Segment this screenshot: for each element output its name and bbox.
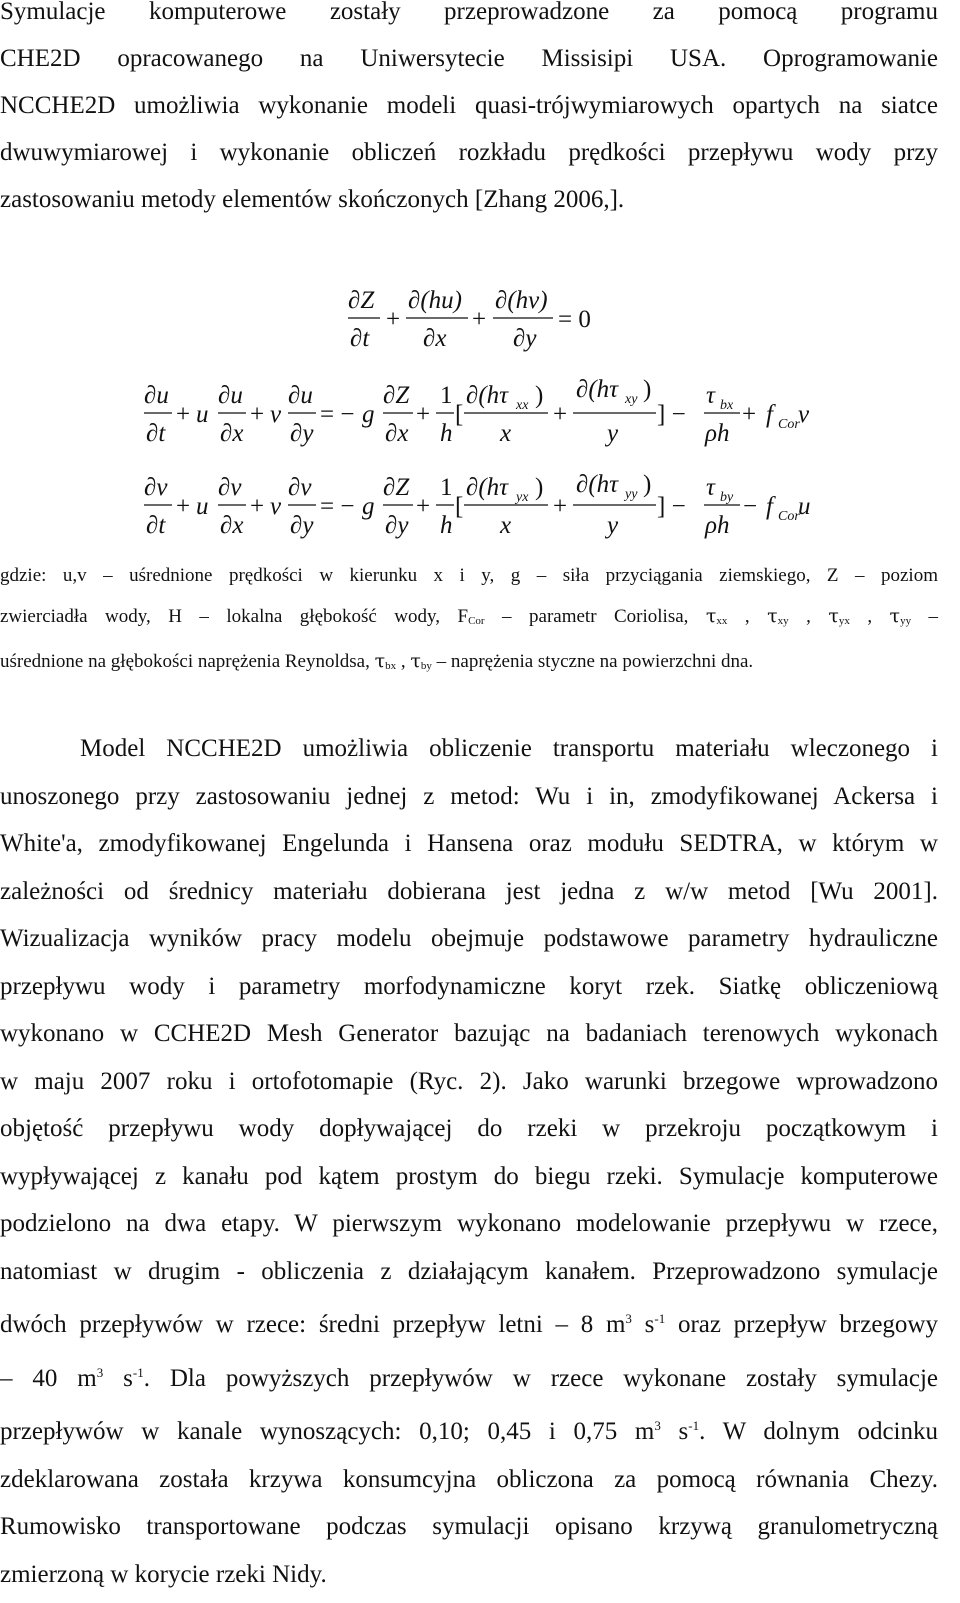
eq3-one: 1: [440, 474, 453, 501]
eq2-lhs-numerator: ∂u: [144, 382, 169, 409]
svg-text:] −: ] −: [657, 401, 686, 428]
eq3-g: g: [362, 493, 375, 520]
svg-text:+: +: [472, 306, 487, 333]
svg-text:[: [: [455, 493, 464, 520]
svg-text:= −: = −: [320, 493, 355, 520]
svg-text:x: x: [500, 420, 512, 447]
text-line: przepływów w kanale wynoszących: 0,10; 0,45 i 0,75 $m^3$ $s^{-1}$. W dolnym odcinku: [0, 1418, 938, 1445]
eq3-f-var: u: [798, 493, 811, 520]
eq2-a-numerator: ∂u: [218, 382, 243, 409]
text-line: NCCHE2D umożliwia wykonanie modeli quasi-trójwymiarowych opartych na siatce: [0, 92, 938, 119]
svg-text:+: +: [742, 401, 757, 428]
text-line: – 40 $m^3$ $s^{-1}$. Dla powyższych przepływów w rzece wykonane zostały symulacje: [0, 1364, 938, 1392]
text-line: wykonano w CCHE2D Mesh Generator bazując na badaniach terenowych wykonach: [0, 1020, 938, 1047]
model-description-paragraph: [0, 725, 938, 1598]
equations-block: [0, 0, 960, 560]
svg-text:): ): [643, 376, 652, 403]
eq3-tau-b-sub: by: [720, 490, 734, 505]
svg-text:v: v: [270, 493, 282, 520]
eq3-lhs-denominator: ∂t: [146, 512, 166, 539]
svg-text:+: +: [250, 493, 265, 520]
eq1-term2-numerator: ∂(hu): [408, 287, 463, 314]
text-line: wypływającej z kanału pod kątem prostym do biegu rzeki. Symulacje komputerowe: [0, 1162, 938, 1190]
svg-text:−: −: [743, 493, 758, 520]
text-line: dwóch przepływów w rzece: średni przepływ letni – 8 $m^3$ $s^{-1}$ oraz przepływ brzegowy: [0, 1311, 938, 1338]
text-line: White'a, zmodyfikowanej Engelunda i Hansena oraz modułu SEDTRA, w którym w: [0, 830, 938, 857]
text-line: zmierzoną w korycie rzeki Nidy.: [0, 1560, 327, 1588]
text-line: przepływu wody i parametry morfodynamiczne koryt rzek. Siatkę obliczeniową: [0, 972, 938, 1000]
text-line: gdzie: u,v – uśrednione prędkości w kierunku x i y, g – siła przyciągania ziemskiego, Z – poziom: [0, 565, 938, 586]
eq2-tau-b: τ: [706, 382, 715, 409]
svg-text:): ): [643, 471, 652, 498]
text-line: w maju 2007 roku i ortofotomapie (Ryc. 2). Jako warunki brzegowe wprowadzono: [0, 1067, 938, 1095]
eq3-tyy-numerator: ∂(hτ: [576, 471, 619, 498]
eq1-term3-denominator: ∂y: [513, 325, 537, 352]
text-line: Model NCCHE2D umożliwia obliczenie transportu materiału wleczonego i: [80, 735, 938, 762]
eq3-b-numerator: ∂v: [288, 474, 312, 501]
eq2-txx-numerator: ∂(hτ: [466, 382, 509, 409]
eq1-term1-denominator: ∂t: [350, 325, 370, 352]
eq3-h: h: [440, 512, 453, 539]
svg-text:y: y: [607, 420, 619, 447]
eq3-tau-b: τ: [706, 474, 715, 501]
eq2-txy-numerator: ∂(hτ: [576, 376, 619, 403]
eq3-a-numerator: ∂v: [218, 474, 242, 501]
svg-text:u: u: [196, 493, 209, 520]
eq2-h: h: [440, 420, 453, 447]
svg-text:+: +: [250, 401, 265, 428]
continuity-equation: [348, 287, 591, 352]
eq2-tau-b-sub: bx: [720, 398, 734, 413]
eq3-tyx-sub: yx: [516, 490, 529, 505]
text-line: Rumowisko transportowane podczas symulacji opisano krzywą granulometryczną: [0, 1513, 938, 1540]
eq2-lhs-denominator: ∂t: [146, 420, 166, 447]
eq2-rho-h: ρh: [705, 420, 730, 447]
svg-text:+: +: [416, 401, 431, 428]
svg-text:+: +: [553, 493, 568, 520]
eq2-b-denominator: ∂y: [290, 420, 314, 447]
svg-text:): ): [535, 474, 544, 501]
svg-text:[: [: [455, 401, 464, 428]
eq3-f: f: [766, 493, 773, 520]
symbols-legend: [0, 556, 938, 686]
text-line: podzielono na dwa etapy. W pierwszym wykonano modelowanie przepływu w rzece,: [0, 1210, 938, 1237]
text-line: objętość przepływu wody dopływającej do rzeki w przekroju początkowym i: [0, 1115, 938, 1142]
eq3-lhs-numerator: ∂v: [144, 474, 168, 501]
eq1-term3-numerator: ∂(hv): [495, 287, 548, 314]
eq2-txy-sub: xy: [625, 392, 638, 407]
eq3-f-sub: Cor: [778, 509, 800, 524]
svg-text:v: v: [270, 401, 282, 428]
text-line: unoszonego przy zastosowaniu jednej z metod: Wu i in, zmodyfikowanej Ackersa i: [0, 782, 938, 810]
eq3-tyy-sub: yy: [625, 487, 638, 502]
text-line: zdeklarowana została krzywa konsumcyjna obliczona za pomocą równania Chezy.: [0, 1465, 938, 1493]
eq3-z-denominator: ∂y: [385, 512, 409, 539]
eq1-rhs: = 0: [558, 306, 591, 333]
eq3-a-denominator: ∂x: [220, 512, 244, 539]
text-line: natomiast w drugim - obliczenia z działającym kanałem. Przeprowadzono symulacje: [0, 1257, 938, 1285]
svg-text:y: y: [607, 512, 619, 539]
eq3-tyx-numerator: ∂(hτ: [466, 474, 509, 501]
text-line: CHE2D opracowanego na Uniwersytecie Missisipi USA. Oprogramowanie: [0, 45, 938, 72]
momentum-equation-y: [144, 471, 811, 539]
eq2-f-sub: Cor: [778, 417, 800, 432]
text-line: Symulacje komputerowe zostały przeprowadzone za pomocą programu: [0, 0, 938, 25]
svg-text:u: u: [196, 401, 209, 428]
svg-text:+: +: [176, 493, 191, 520]
eq2-one: 1: [440, 382, 453, 409]
eq2-b-numerator: ∂u: [288, 382, 313, 409]
eq2-txx-sub: xx: [516, 398, 529, 413]
eq2-f: f: [766, 401, 773, 428]
eq2-f-var: v: [798, 401, 810, 428]
svg-text:] −: ] −: [657, 493, 686, 520]
text-line: uśrednione na głębokości naprężenia Reynoldsa, $\tau_{bx}$ , $\tau_{by}$ – naprężenia styczne na powierzchni dna.: [0, 650, 754, 672]
eq2-z-denominator: ∂x: [385, 420, 409, 447]
svg-text:= −: = −: [320, 401, 355, 428]
text-line: dwuwymiarowej i wykonanie obliczeń rozkładu prędkości przepływu wody przy: [0, 139, 938, 166]
eq1-term2-denominator: ∂x: [423, 325, 447, 352]
text-line: zależności od średnicy materiału dobierana jest jedna z w/w metod [Wu 2001].: [0, 877, 938, 905]
eq3-rho-h: ρh: [705, 512, 730, 539]
text-line: zwierciadła wody, H – lokalna głębokość wody, $F_{Cor}$ – parametr Coriolisa, $\tau_{xx}$ , $\tau_{xy}$ , $\tau_{yx}$ , $\tau_{yy}$ –: [0, 605, 939, 627]
svg-text:+: +: [553, 401, 568, 428]
eq1-term1-numerator: ∂Z: [348, 287, 375, 314]
momentum-equation-x: [144, 376, 810, 447]
eq2-a-denominator: ∂x: [220, 420, 244, 447]
svg-text:+: +: [386, 306, 401, 333]
svg-text:): ): [535, 382, 544, 409]
eq3-z-numerator: ∂Z: [383, 474, 410, 501]
text-line: Wizualizacja wyników pracy modelu obejmuje podstawowe parametry hydrauliczne: [0, 925, 938, 952]
svg-text:x: x: [500, 512, 512, 539]
svg-text:+: +: [416, 493, 431, 520]
eq3-b-denominator: ∂y: [290, 512, 314, 539]
eq2-g: g: [362, 401, 375, 428]
svg-text:+: +: [176, 401, 191, 428]
text-line: zastosowaniu metody elementów skończonych [Zhang 2006,].: [0, 186, 625, 213]
eq2-z-numerator: ∂Z: [383, 382, 410, 409]
